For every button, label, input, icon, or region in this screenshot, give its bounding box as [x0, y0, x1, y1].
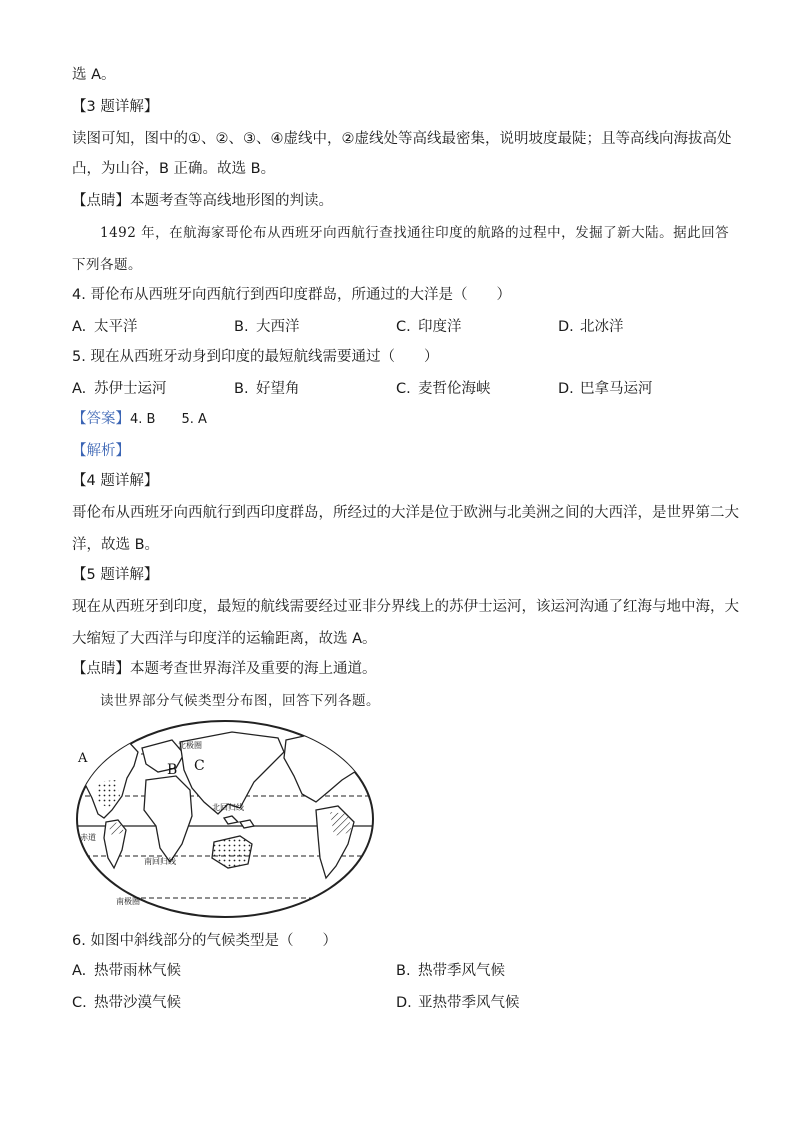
- label-b: B: [167, 762, 178, 778]
- label-a: A: [78, 751, 88, 766]
- q5-option-a[interactable]: A. 苏伊士运河: [72, 381, 167, 397]
- world-climate-map: [72, 718, 378, 920]
- passage-intro: 读世界部分气候类型分布图，回答下列各题。: [100, 693, 380, 709]
- passage-intro: 1492 年，在航海家哥伦布从西班牙向西航行查找通往印度的航路的过程中，发掘了新大陆。据此回答: [100, 225, 730, 241]
- answer-tag: 【答案】: [72, 411, 130, 427]
- answer-line: [72, 408, 207, 431]
- text-line: 哥伦布从西班牙向西航行到西印度群岛，所经过的大洋是位于欧洲与北美洲之间的大西洋，是世界第二大: [72, 505, 739, 521]
- label-tropic-south: 南回归线: [144, 857, 176, 866]
- label-tropic-north: 北回归线: [212, 803, 244, 812]
- q6-option-d[interactable]: D. 亚热带季风气候: [396, 995, 520, 1011]
- text-line: 大缩短了大西洋与印度洋的运输距离，故选 A。: [72, 631, 377, 647]
- label-c: C: [194, 758, 205, 774]
- q4-option-b[interactable]: B. 大西洋: [234, 319, 300, 335]
- text-line: 选 A。: [72, 67, 116, 83]
- q4-option-d[interactable]: D. 北冰洋: [558, 319, 624, 335]
- label-arctic-circle: 北极圈: [178, 741, 202, 750]
- question-5: 5. 现在从西班牙动身到印度的最短航线需要通过（ ）: [72, 349, 439, 365]
- q5-option-c[interactable]: C. 麦哲伦海峡: [396, 381, 491, 397]
- text-line: 读图可知，图中的①、②、③、④虚线中，②虚线处等高线最密集，说明坡度最陡；且等高线向海拔高处: [72, 131, 732, 147]
- pointer-note: 【点睛】本题考查等高线地形图的判读。: [72, 193, 333, 209]
- question-6: 6. 如图中斜线部分的气候类型是（ ）: [72, 933, 337, 949]
- q5-option-b[interactable]: B. 好望角: [234, 381, 300, 397]
- text-line: 凸，为山谷，B 正确。故选 B。: [72, 161, 276, 177]
- q4-option-a[interactable]: A. 太平洋: [72, 319, 138, 335]
- text-line: 洋，故选 B。: [72, 537, 160, 553]
- question-4: 4. 哥伦布从西班牙向西航行到西印度群岛，所通过的大洋是（ ）: [72, 287, 511, 303]
- section-title-3: 【3 题详解】: [72, 99, 159, 115]
- q4-option-c[interactable]: C. 印度洋: [396, 319, 462, 335]
- q6-option-a[interactable]: A. 热带雨林气候: [72, 963, 181, 979]
- pointer-note: 【点睛】本题考查世界海洋及重要的海上通道。: [72, 661, 377, 677]
- passage-intro: 下列各题。: [72, 257, 142, 273]
- q6-option-c[interactable]: C. 热带沙漠气候: [72, 995, 181, 1011]
- label-antarctic-circle: 南极圈: [116, 897, 140, 906]
- section-title-5: 【5 题详解】: [72, 567, 159, 583]
- q6-option-b[interactable]: B. 热带季风气候: [396, 963, 505, 979]
- q5-option-d[interactable]: D. 巴拿马运河: [558, 381, 653, 397]
- label-equator: 赤道: [80, 833, 96, 842]
- section-title-4: 【4 题详解】: [72, 473, 159, 489]
- analysis-tag: 【解析】: [72, 443, 130, 459]
- answer-text: 4. B 5. A: [130, 412, 207, 427]
- text-line: 现在从西班牙到印度，最短的航线需要经过亚非分界线上的苏伊士运河，该运河沟通了红海与地中海，大: [72, 599, 739, 615]
